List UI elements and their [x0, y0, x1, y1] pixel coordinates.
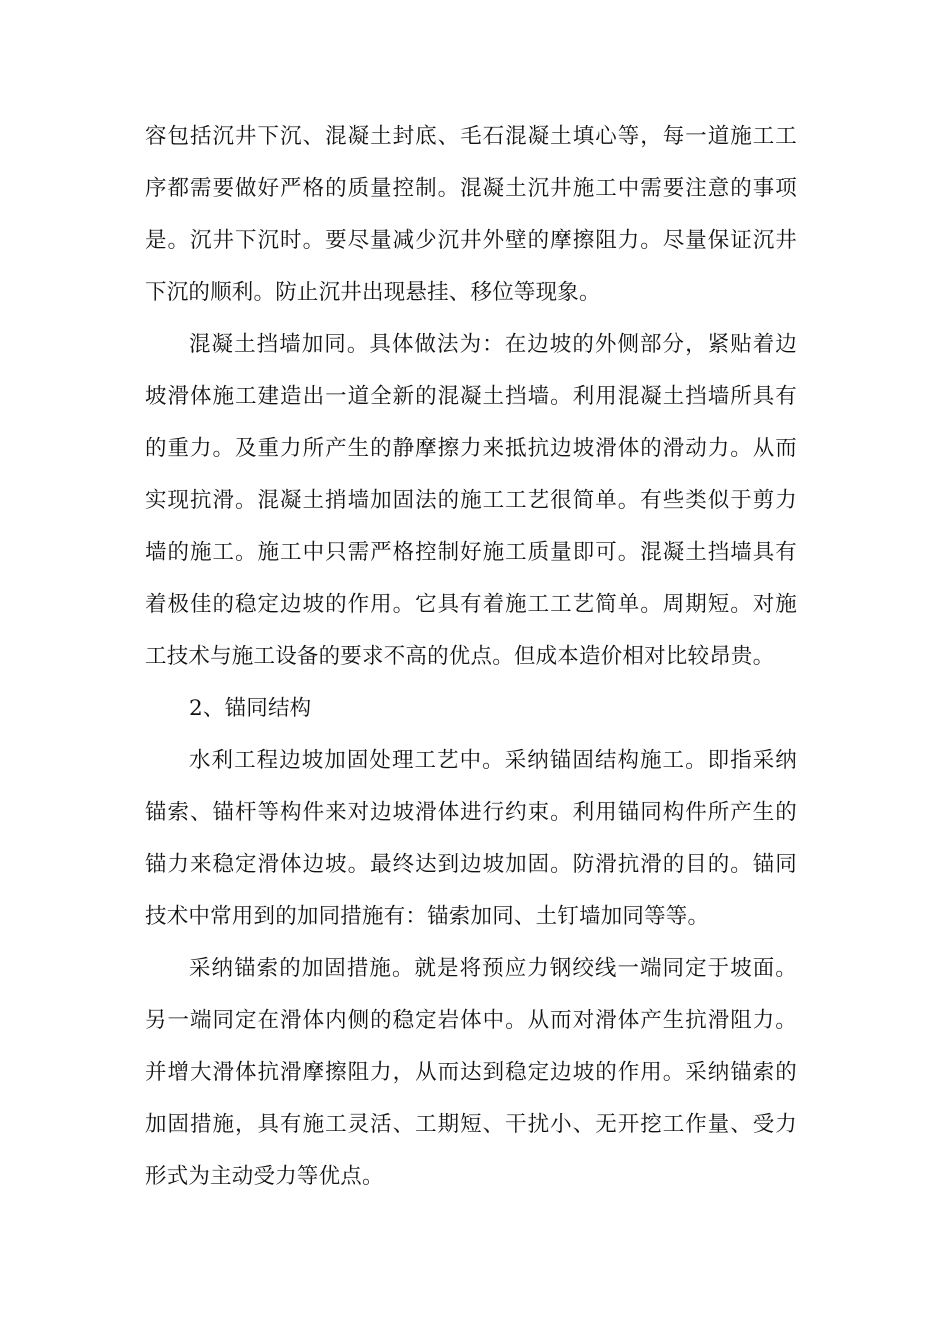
text-line: 采纳锚索的加固措施。就是将预应力钢绞线一端同定于坡面。 — [189, 956, 797, 981]
text-line: 坡滑体施工建造出一道全新的混凝土挡墙。利用混凝土挡墙所具有 — [145, 384, 797, 409]
text-line: 并增大滑体抗滑摩擦阻力，从而达到稳定边坡的作用。采纳锚索的 — [145, 1060, 797, 1085]
text-line: 容包括沉井下沉、混凝土封底、毛石混凝土填心等，每一道施工工 — [145, 124, 797, 149]
text-line: 技术中常用到的加同措施有：锚索加同、土钉墙加同等等。 — [145, 904, 710, 929]
text-line: 混凝土挡墙加同。具体做法为：在边坡的外侧部分，紧贴着边 — [189, 332, 797, 357]
text-line: 序都需要做好严格的质量控制。混凝土沉井施工中需要注意的事项 — [145, 176, 797, 201]
text-line: 工技术与施工设备的要求不高的优点。但成本造价相对比较昂贵。 — [145, 644, 775, 669]
text-line: 锚力来稳定滑体边坡。最终达到边坡加固。防滑抗滑的目的。锚同 — [145, 852, 797, 877]
text-line: 的重力。及重力所产生的静摩擦力来抵抗边坡滑体的滑动力。从而 — [145, 436, 797, 461]
text-line: 加固措施，具有施工灵活、工期短、干扰小、无开挖工作量、受力 — [145, 1112, 797, 1137]
text-line: 墙的施工。施工中只需严格控制好施工质量即可。混凝土挡墙具有 — [145, 540, 797, 565]
text-line: 另一端同定在滑体内侧的稳定岩体中。从而对滑体产生抗滑阻力。 — [145, 1008, 797, 1033]
text-line: 下沉的顺利。防止沉井出现悬挂、移位等现象。 — [145, 280, 601, 305]
text-line: 着极佳的稳定边坡的作用。它具有着施工工艺简单。周期短。对施 — [145, 592, 797, 617]
text-line: 水利工程边坡加固处理工艺中。采纳锚固结构施工。即指采纳 — [189, 748, 797, 773]
text-line: 形式为主动受力等优点。 — [145, 1164, 384, 1189]
text-line: 是。沉井下沉时。要尽量减少沉井外壁的摩擦阻力。尽量保证沉井 — [145, 228, 797, 253]
text-line: 锚索、锚杆等构件来对边坡滑体进行约束。利用锚同构件所产生的 — [145, 800, 797, 825]
text-line: 实现抗滑。混凝土捎墙加固法的施工工艺很简单。有些类似于剪力 — [145, 488, 797, 513]
paragraph-sinking-well — [145, 111, 797, 319]
paragraph-anchor-intro — [145, 735, 797, 943]
paragraph-anchor-cable — [145, 943, 797, 1203]
section-heading: 2、锚同结构 — [189, 696, 312, 721]
section-heading-anchor-structure — [145, 683, 797, 735]
document-body — [145, 111, 797, 1203]
paragraph-retaining-wall — [145, 319, 797, 683]
